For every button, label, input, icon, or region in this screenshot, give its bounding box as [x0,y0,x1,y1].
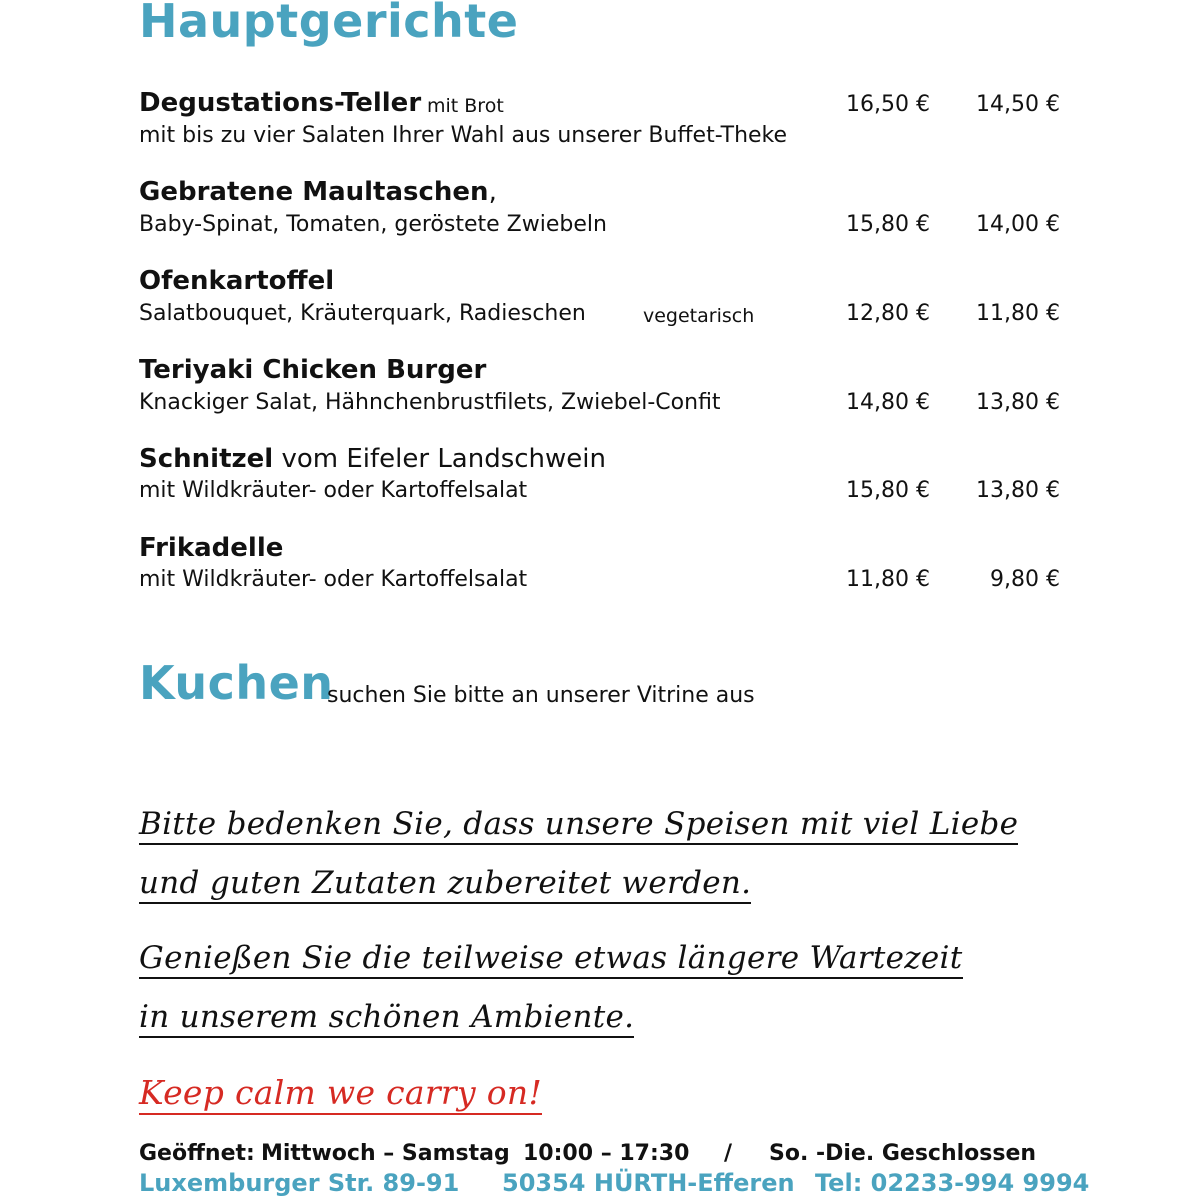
price-regular: 15,80 € [846,212,930,237]
item-description: mit Wildkräuter- oder Kartoffelsalat [139,567,528,592]
item-description: mit Wildkräuter- oder Kartoffelsalat [139,478,528,503]
item-name: Gebratene Maultaschen, [139,177,497,207]
item-name: Teriyaki Chicken Burger [139,355,487,385]
price-regular: 14,80 € [846,390,930,415]
price-regular: 15,80 € [846,478,930,503]
item-name: Ofenkartoffel [139,266,335,296]
item-description: Baby-Spinat, Tomaten, geröstete Zwiebeln [139,212,607,237]
price-regular: 12,80 € [846,301,930,326]
opening-days: Mittwoch – Samstag [261,1141,510,1166]
price-regular: 11,80 € [846,567,930,592]
price-regular: 16,50 € [846,92,930,117]
item-name: Degustations-Teller [139,88,422,118]
price-reduced: 13,80 € [976,478,1060,503]
notice-line: Bitte bedenken Sie, dass unsere Speisen mit viel Liebe [139,807,1018,845]
item-name: Frikadelle [139,533,284,563]
section-title-hauptgerichte: Hauptgerichte [139,0,519,48]
item-name: Schnitzel vom Eifeler Landschwein [139,444,606,474]
price-reduced: 14,00 € [976,212,1060,237]
item-description: Salatbouquet, Kräuterquark, Radieschen [139,301,586,326]
price-reduced: 13,80 € [976,390,1060,415]
item-description: Knackiger Salat, Hähnchenbrustfilets, Zwiebel-Confit [139,390,721,415]
item-description: mit bis zu vier Salaten Ihrer Wahl aus unserer Buffet-Theke [139,123,788,148]
footer-separator: / [724,1141,733,1166]
notice-line: und guten Zutaten zubereitet werden. [139,866,751,904]
section-title-kuchen: Kuchen [139,656,334,710]
closed-days: So. -Die. Geschlossen [769,1141,1037,1166]
item-note: mit Brot [427,95,504,117]
address-street: Luxemburger Str. 89-91 [139,1169,460,1197]
kuchen-subtitle: suchen Sie bitte an unserer Vitrine aus [327,683,755,708]
phone-number: Tel: 02233-994 9994 [815,1169,1090,1197]
notice-line: in unserem schönen Ambiente. [139,1000,634,1038]
motto: Keep calm we carry on! [139,1075,542,1115]
address-city: 50354 HÜRTH-Efferen [502,1169,795,1197]
price-reduced: 14,50 € [976,92,1060,117]
price-reduced: 9,80 € [990,567,1060,592]
price-reduced: 11,80 € [976,301,1060,326]
opening-hours: 10:00 – 17:30 [523,1141,690,1166]
item-note: vegetarisch [643,305,755,327]
notice-line: Genießen Sie die teilweise etwas längere Wartezeit [139,941,963,979]
opening-label: Geöffnet: [139,1141,255,1166]
